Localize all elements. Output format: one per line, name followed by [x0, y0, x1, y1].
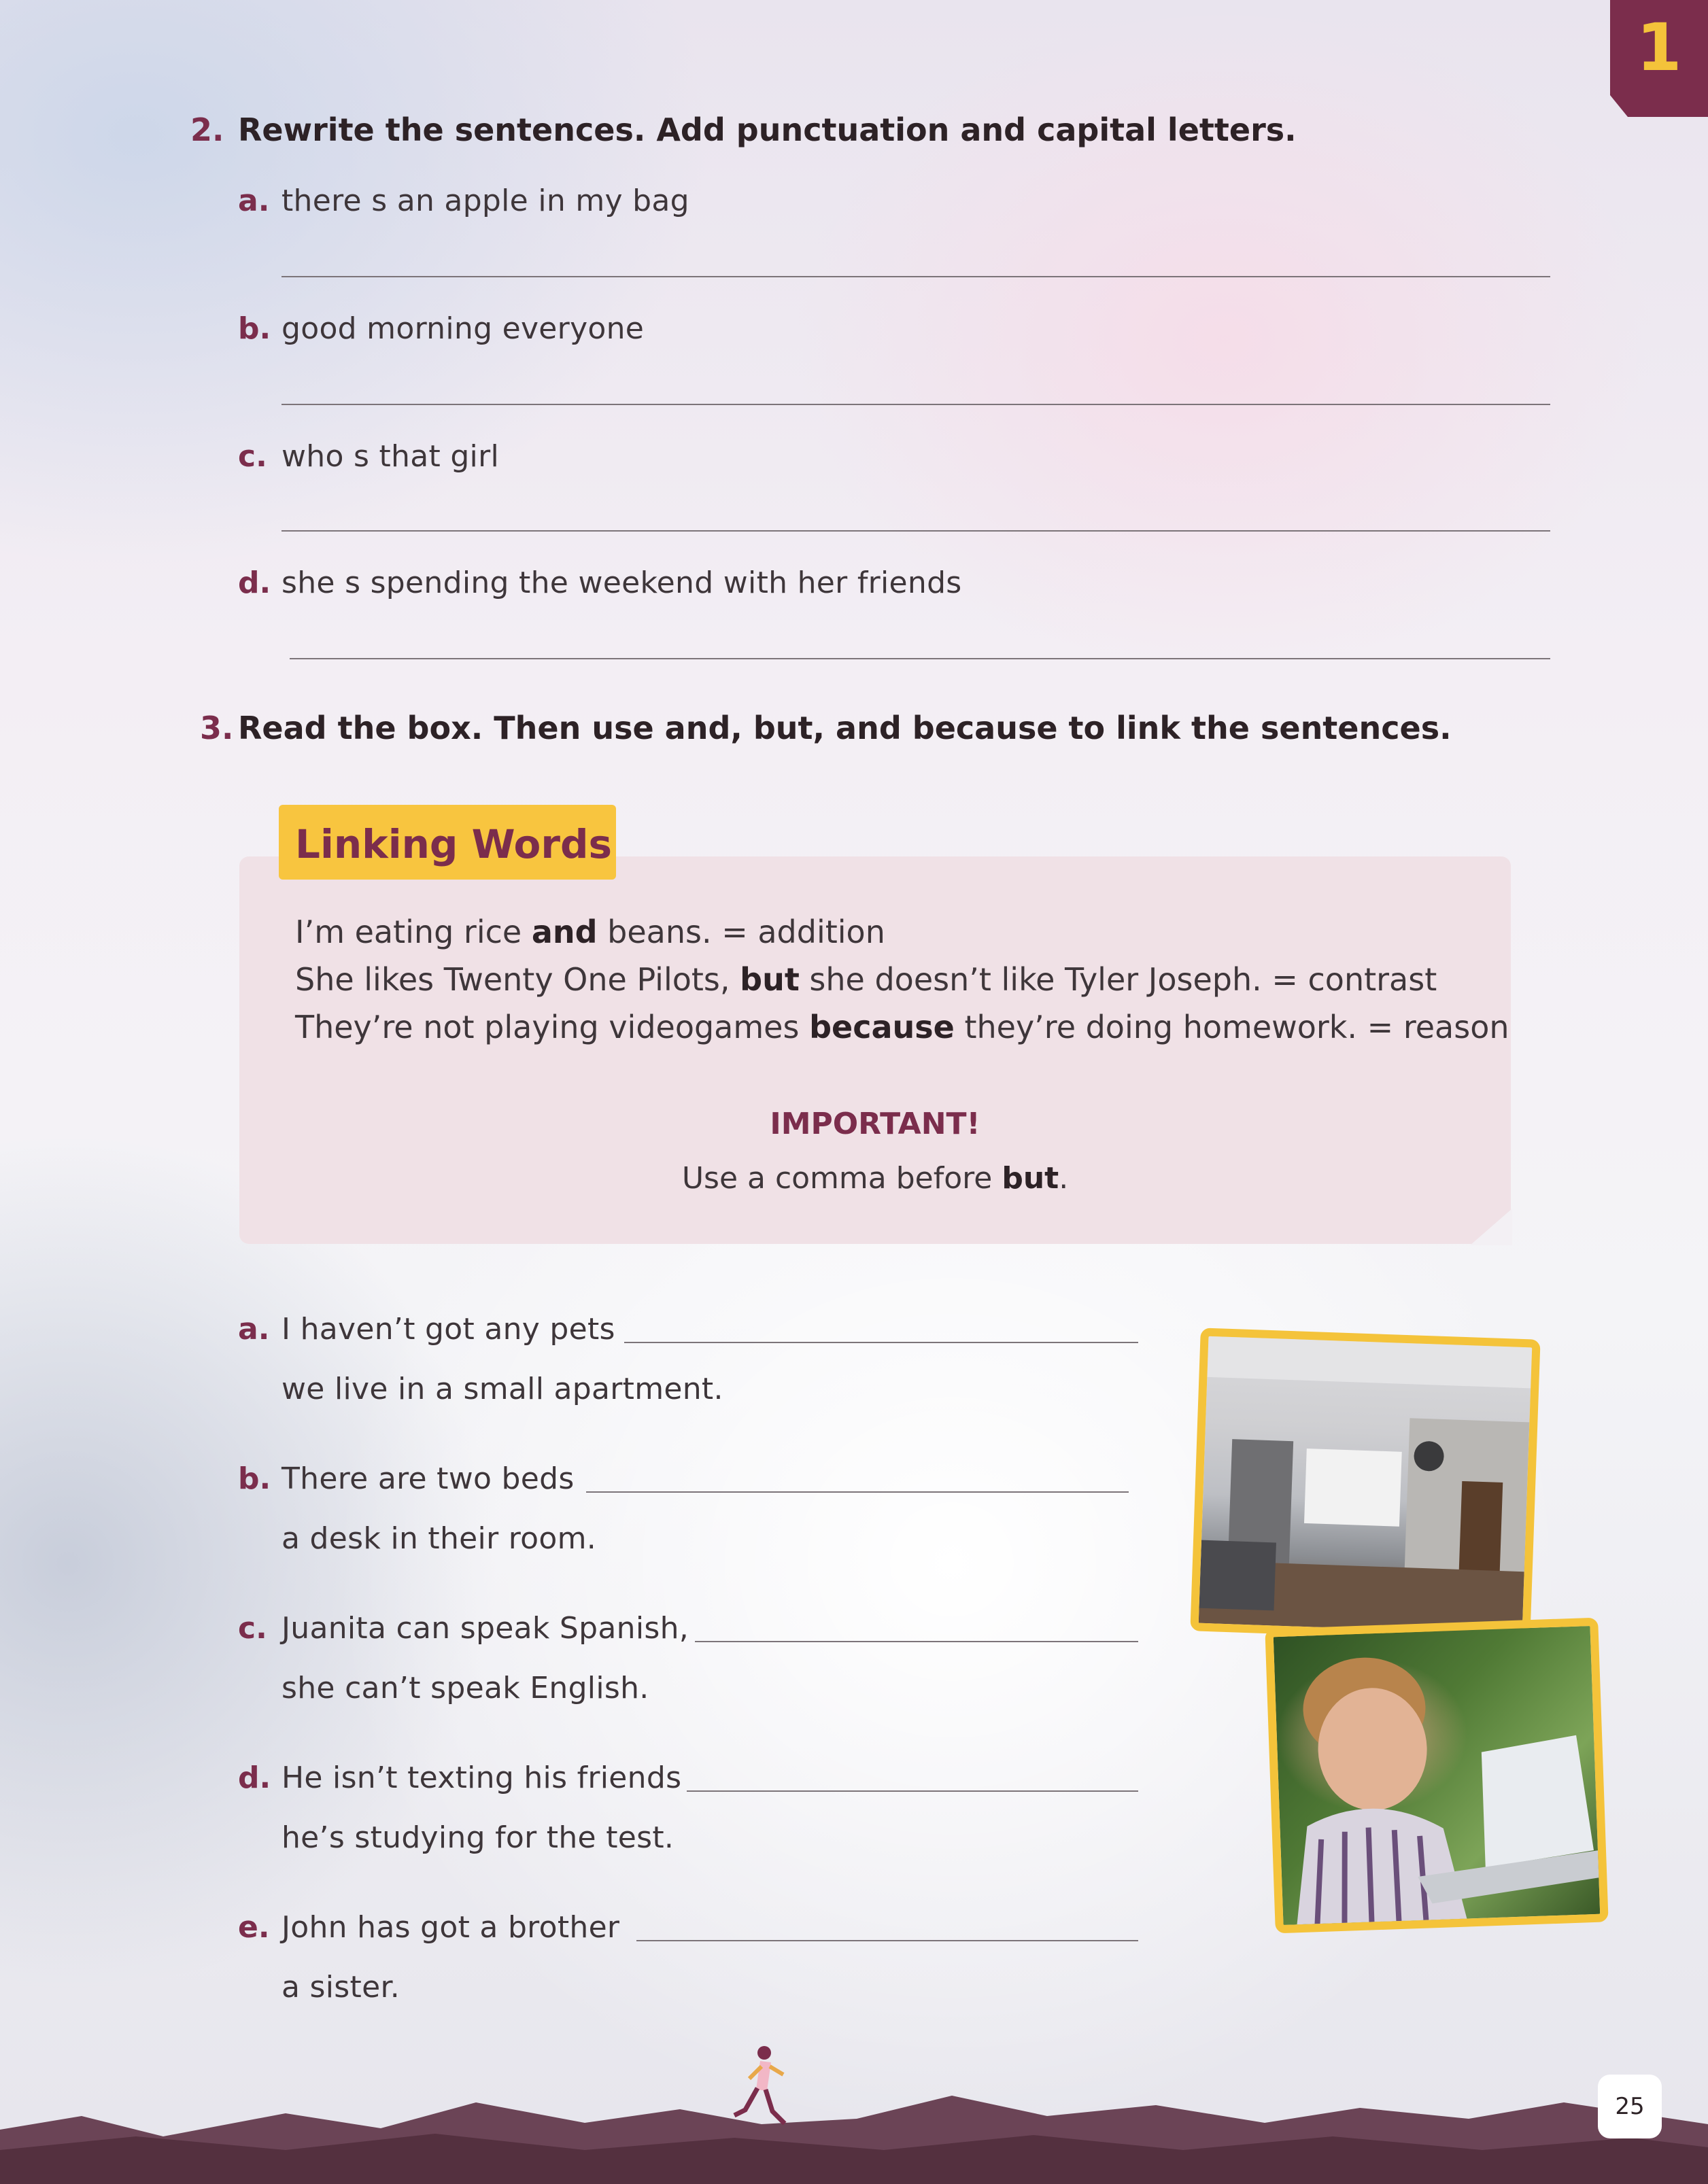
ex2-answer-line[interactable] — [281, 404, 1550, 405]
ex2-item-text: she s spending the weekend with her friends — [281, 566, 962, 600]
ex3-item-letter: b. — [238, 1461, 271, 1496]
ex3-item-first: I haven’t got any pets — [281, 1312, 615, 1347]
ex2-item-letter: b. — [238, 311, 271, 346]
keyword: because — [809, 1009, 955, 1045]
keyword: but — [1002, 1161, 1059, 1196]
ex3-answer-blank[interactable] — [624, 1342, 1138, 1343]
ex2-item-letter: a. — [238, 184, 270, 218]
exercise-2-instruction: Rewrite the sentences. Add punctuation and capital letters. — [238, 111, 1297, 148]
ex2-item-text: who s that girl — [281, 439, 499, 474]
ex3-answer-blank[interactable] — [636, 1940, 1138, 1941]
ex3-answer-blank[interactable] — [687, 1790, 1138, 1792]
comma-rule-note: Use a comma before but. — [681, 1161, 1069, 1196]
runner-illustration — [722, 2043, 793, 2132]
ex3-item-second: she can’t speak English. — [281, 1671, 649, 1705]
ex2-answer-line[interactable] — [281, 276, 1550, 277]
ex2-answer-line[interactable] — [281, 530, 1550, 532]
important-label: IMPORTANT! — [770, 1107, 980, 1141]
ex3-item-second: he’s studying for the test. — [281, 1820, 674, 1855]
footer-mountains — [0, 2048, 1708, 2184]
keyword: but — [740, 961, 800, 998]
ex3-item-letter: a. — [238, 1312, 270, 1347]
ex2-item-text: good morning everyone — [281, 311, 645, 346]
kitchen-apartment-photo — [1190, 1328, 1540, 1642]
exercise-3-instruction: Read the box. Then use and, but, and because to link the sentences. — [238, 710, 1452, 746]
linking-words-title: Linking Words — [295, 821, 612, 867]
ex2-item-letter: c. — [238, 439, 267, 474]
ex2-item-letter: d. — [238, 566, 271, 600]
ex3-item-first: There are two beds — [281, 1461, 575, 1496]
unit-number: 1 — [1636, 10, 1682, 86]
ex3-item-letter: d. — [238, 1761, 271, 1795]
boy-using-laptop-photo — [1265, 1618, 1608, 1934]
ex3-item-first: Juanita can speak Spanish, — [281, 1611, 689, 1646]
ex3-item-second: we live in a small apartment. — [281, 1372, 723, 1406]
page-number: 25 — [1598, 2075, 1662, 2138]
ex3-item-first: John has got a brother — [281, 1910, 620, 1945]
example-sentence: She likes Twenty One Pilots, but she doesn’t like Tyler Joseph. = contrast — [295, 961, 1437, 998]
ex3-answer-blank[interactable] — [695, 1641, 1138, 1642]
ex2-item-text: there s an apple in my bag — [281, 184, 689, 218]
ex2-answer-line[interactable] — [290, 658, 1550, 659]
example-sentence: I’m eating rice and beans. = addition — [295, 914, 885, 950]
example-sentence: They’re not playing videogames because they’re doing homework. = reason — [295, 1009, 1509, 1045]
ex3-item-first: He isn’t texting his friends — [281, 1761, 682, 1795]
exercise-3-number: 3. — [200, 710, 234, 746]
ex3-item-second: a desk in their room. — [281, 1521, 597, 1556]
ex3-item-letter: c. — [238, 1611, 267, 1646]
exercise-2-number: 2. — [190, 111, 224, 148]
keyword: and — [531, 914, 598, 950]
ex3-item-second: a sister. — [281, 1970, 400, 2005]
ex3-item-letter: e. — [238, 1910, 270, 1945]
ex3-answer-blank[interactable] — [586, 1491, 1129, 1493]
